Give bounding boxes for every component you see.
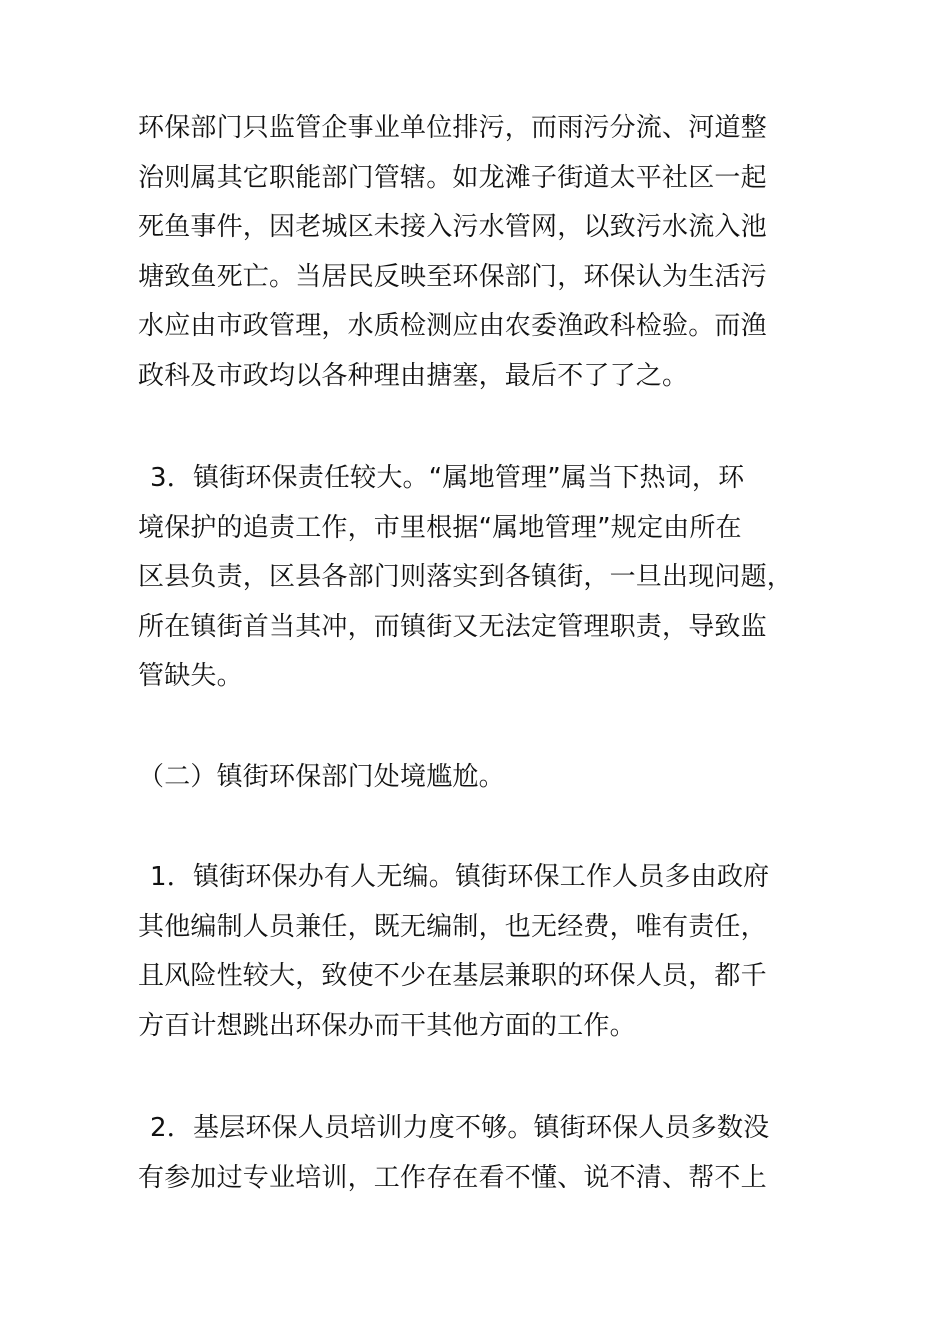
- text-line: 塘致鱼死亡。当居民反映至环保部门，环保认为生活污: [138, 261, 767, 292]
- text-line: 区县负责，区县各部门则落实到各镇街，一旦出现问题，: [138, 562, 794, 592]
- section-heading-text: （二）镇街环保部门处境尴尬。: [138, 762, 505, 792]
- paragraph-4: [138, 1104, 818, 1203]
- paragraph-3: [138, 853, 818, 1051]
- section-heading: [138, 753, 818, 803]
- text-line: 方百计想跳出环保办而干其他方面的工作。: [138, 1010, 636, 1041]
- text-line: 境保护的追责工作，市里根据“属地管理”规定由所在: [138, 512, 742, 543]
- paragraph-1: [138, 104, 818, 401]
- text-line: 环保部门只监管企事业单位排污，而雨污分流、河道整: [138, 113, 767, 143]
- text-line: 死鱼事件，因老城区未接入污水管网，以致污水流入池: [138, 212, 767, 242]
- text-line: 1．镇街环保办有人无编。镇街环保工作人员多由政府: [150, 862, 770, 892]
- text-line: 2．基层环保人员培训力度不够。镇街环保人员多数没: [150, 1113, 770, 1143]
- text-line: 且风险性较大，致使不少在基层兼职的环保人员，都千: [138, 961, 767, 991]
- text-line: 3．镇街环保责任较大。“属地管理”属当下热词，环: [150, 463, 745, 493]
- text-line: 所在镇街首当其冲，而镇街又无法定管理职责，导致监: [138, 611, 767, 642]
- text-line: 治则属其它职能部门管辖。如龙滩子街道太平社区一起: [138, 162, 767, 193]
- text-line: 政科及市政均以各种理由搪塞，最后不了了之。: [138, 360, 689, 391]
- text-line: 水应由市政管理，水质检测应由农委渔政科检验。而渔: [138, 311, 767, 341]
- paragraph-2: [138, 454, 818, 702]
- text-line: 其他编制人员兼任，既无编制，也无经费，唯有责任，: [138, 911, 767, 942]
- text-line: 管缺失。: [138, 661, 243, 691]
- text-line: 有参加过专业培训，工作存在看不懂、说不清、帮不上: [138, 1162, 767, 1193]
